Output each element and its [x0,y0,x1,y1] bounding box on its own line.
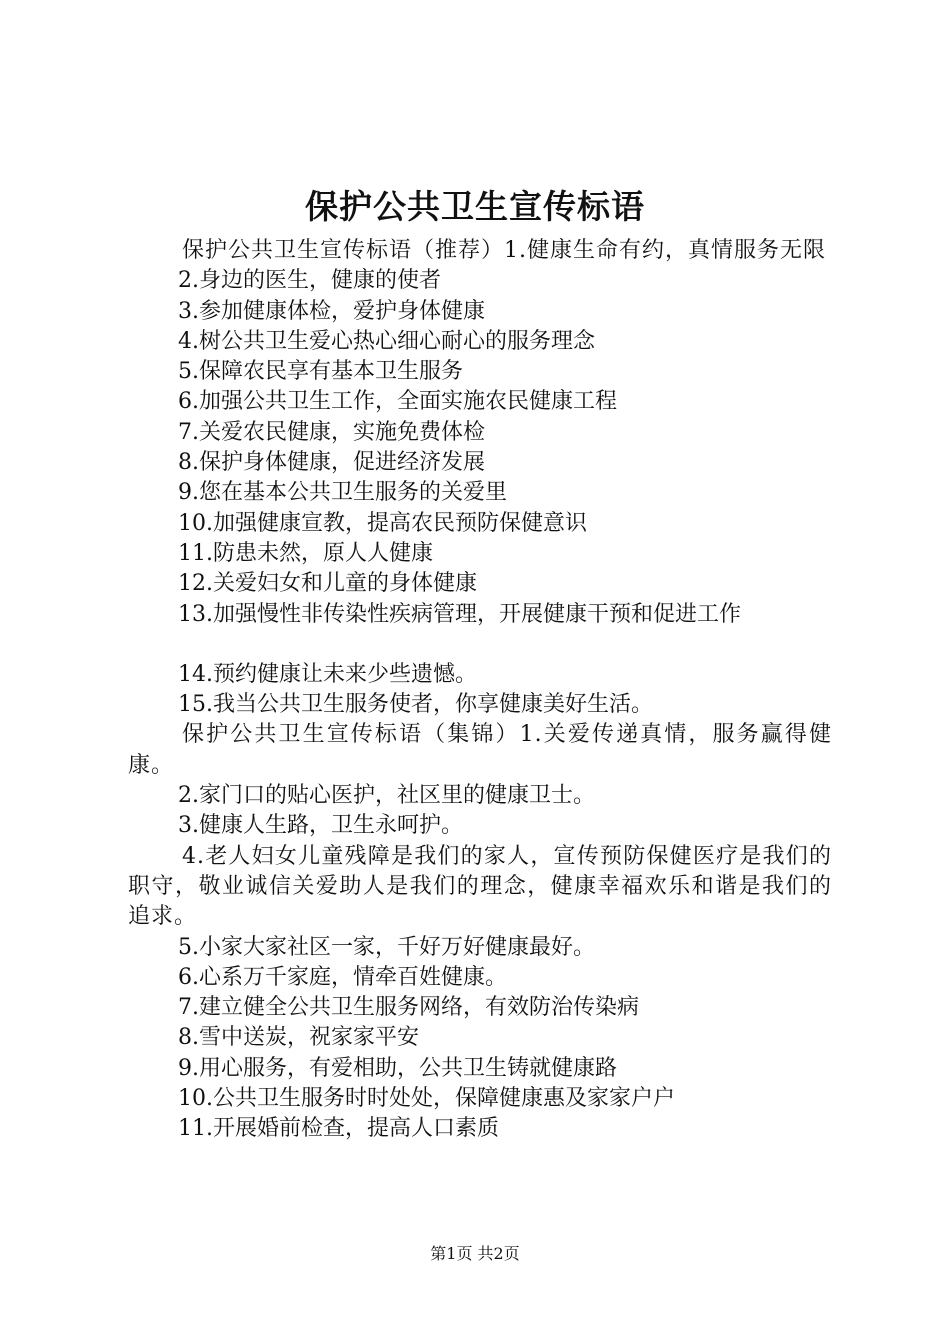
slogan-item: 6.心系万千家庭，情牵百姓健康。 [178,964,507,990]
slogan-item: 14.预约健康让未来少些遗憾。 [178,661,477,687]
slogan-item: 13.加强慢性非传染性疾病管理，开展健康干预和促进工作 [178,601,741,627]
slogan-item: 6.加强公共卫生工作，全面实施农民健康工程 [178,389,617,415]
slogan-item: 3.参加健康体检，爱护身体健康 [178,298,485,324]
document-title: 保护公共卫生宣传标语 [305,187,645,226]
slogan-item: 2.家门口的贴心医护，社区里的健康卫士。 [178,783,595,809]
slogan-item: 9.用心服务，有爱相助，公共卫生铸就健康路 [178,1055,617,1081]
slogan-item: 8.保护身体健康，促进经济发展 [178,450,485,476]
slogan-item: 11.开展婚前检查，提高人口素质 [178,1116,499,1142]
section-intro-paragraph: 保护公共卫生宣传标语（推荐）1.健康生命有约，真情服务无限 [182,238,826,263]
slogan-item: 10.加强健康宣教，提高农民预防保健意识 [178,510,587,536]
blank-line [128,630,832,660]
slogan-item: 10.公共卫生服务时时处处，保障健康惠及家家户户 [178,1086,675,1112]
page-number-footer: 第1页 共2页 [430,1244,520,1263]
slogan-item: 7.建立健全公共卫生服务网络，有效防治传染病 [178,995,639,1021]
slogan-item: 2.身边的医生，健康的使者 [178,268,441,294]
slogan-item: 5.小家大家社区一家，千好万好健康最好。 [178,934,595,960]
slogan-item: 7.关爱农民健康，实施免费体检 [178,419,485,445]
slogan-item: 15.我当公共卫生服务使者，你享健康美好生活。 [178,692,653,718]
slogan-item: 3.健康人生路，卫生永呵护。 [178,813,463,839]
slogan-item: 5.保障农民享有基本卫生服务 [178,359,463,385]
document-body [128,236,832,1145]
slogan-item: 4.树公共卫生爱心热心细心耐心的服务理念 [178,328,595,354]
section-intro-paragraph: 保护公共卫生宣传标语（集锦）1.关爱传递真情，服务赢得健康。 [128,722,832,778]
slogan-item: 8.雪中送炭，祝家家平安 [178,1025,419,1051]
slogan-item: 12.关爱妇女和儿童的身体健康 [178,571,477,597]
slogan-item: 4.老人妇女儿童残障是我们的家人，宣传预防保健医疗是我们的职守，敬业诚信关爱助人是我们的理念，健康幸福欢乐和谐是我们的追求。 [128,843,832,930]
slogan-item: 11.防患未然，原人人健康 [178,540,433,566]
slogan-item: 9.您在基本公共卫生服务的关爱里 [178,480,507,506]
